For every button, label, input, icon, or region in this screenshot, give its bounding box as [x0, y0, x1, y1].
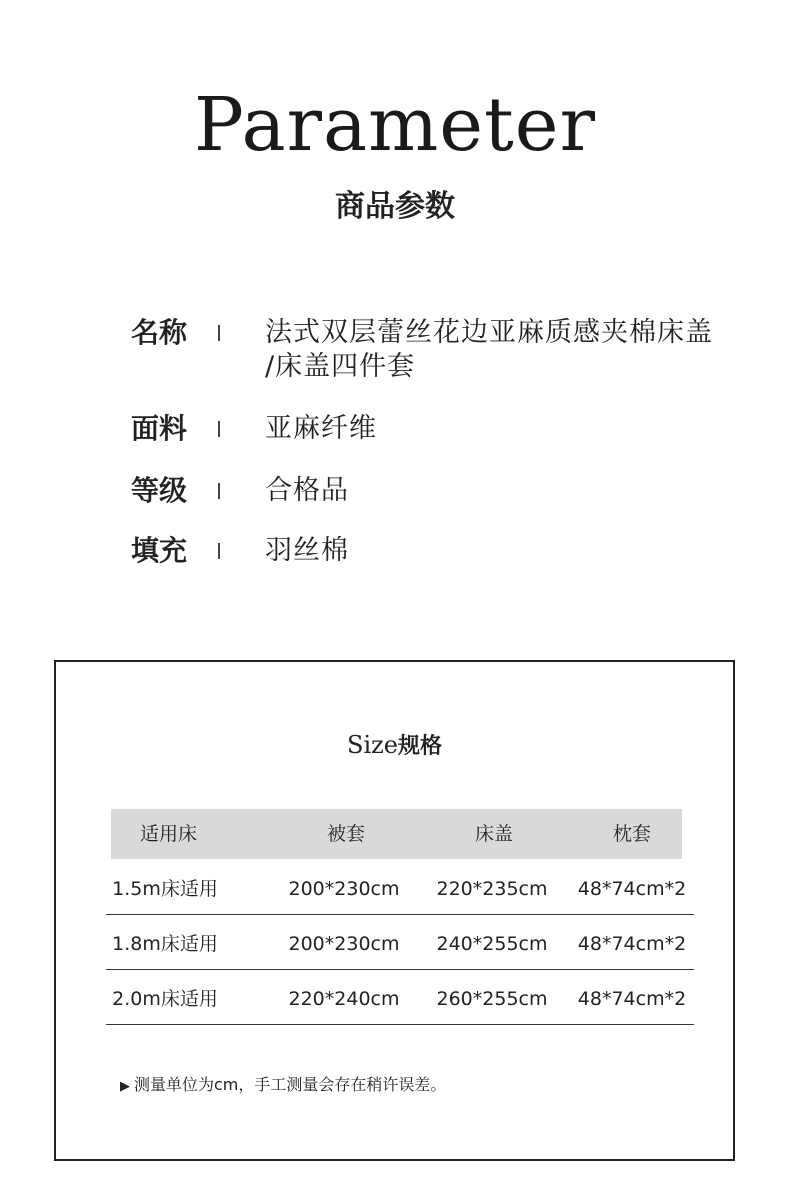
table-cell: 240*255cm — [436, 933, 548, 955]
param-value — [265, 316, 765, 384]
page-title: Parameter — [194, 82, 596, 168]
size-heading-cn: 规格 — [397, 734, 442, 759]
param-value-line: /床盖四件套 — [265, 351, 416, 382]
column-header: 床盖 — [474, 823, 513, 845]
size-table-header — [111, 809, 682, 859]
table-cell: 1.8m床适用 — [112, 933, 218, 955]
param-label: 等级 — [131, 474, 188, 507]
param-divider — [218, 421, 220, 437]
param-divider — [218, 325, 220, 341]
table-row — [106, 914, 694, 970]
param-divider — [218, 483, 220, 499]
table-cell: 48*74cm*2 — [577, 878, 687, 900]
column-header: 枕套 — [612, 823, 651, 845]
table-cell: 1.5m床适用 — [112, 878, 218, 900]
param-divider — [218, 543, 220, 559]
table-cell: 48*74cm*2 — [577, 933, 687, 955]
param-value-line: 法式双层蕾丝花边亚麻质感夹棉床盖 — [265, 317, 713, 348]
table-cell: 200*230cm — [288, 933, 400, 955]
note-text: 测量单位为cm，手工测量会存在稍许误差。 — [134, 1075, 447, 1094]
table-cell: 2.0m床适用 — [112, 988, 218, 1010]
measurement-note — [120, 1074, 446, 1098]
param-value: 合格品 — [265, 475, 349, 506]
size-heading — [56, 730, 733, 763]
table-cell: 220*235cm — [436, 878, 548, 900]
size-panel — [54, 660, 735, 1161]
column-header: 适用床 — [139, 823, 197, 845]
param-value: 亚麻纤维 — [265, 413, 377, 444]
table-cell: 220*240cm — [288, 988, 400, 1010]
table-cell: 48*74cm*2 — [577, 988, 687, 1010]
page-subtitle: 商品参数 — [335, 189, 455, 224]
table-row — [106, 969, 694, 1025]
table-row — [106, 859, 694, 915]
param-value: 羽丝棉 — [265, 535, 349, 566]
param-label: 面料 — [131, 412, 188, 445]
column-header: 被套 — [326, 823, 365, 845]
table-cell: 260*255cm — [436, 988, 548, 1010]
size-heading-en: Size — [347, 731, 398, 759]
triangle-right-icon: ▶ — [120, 1079, 130, 1094]
param-label: 名称 — [131, 316, 188, 349]
table-cell: 200*230cm — [288, 878, 400, 900]
param-label: 填充 — [131, 534, 188, 567]
